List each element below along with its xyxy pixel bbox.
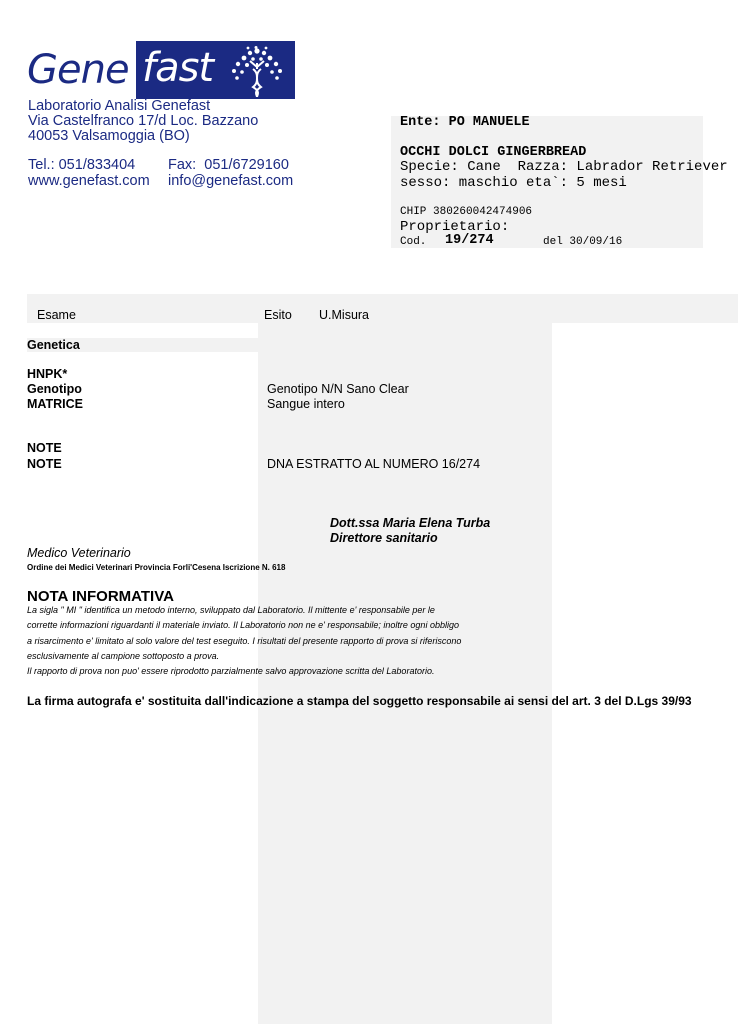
nota-line: esclusivamente al campione sottoposto a prova. [27, 650, 220, 661]
genefast-logo [27, 41, 295, 99]
lab-website-link[interactable]: www.genefast.com [28, 173, 150, 189]
lab-tel: Tel.: 051/833404 [28, 157, 136, 173]
animal-name: OCCHI DOLCI GINGERBREAD [400, 145, 587, 160]
nota-title: NOTA INFORMATIVA [27, 588, 174, 605]
row-value: Genotipo N/N Sano Clear [267, 382, 409, 396]
row-label: NOTE [27, 457, 62, 471]
cod-label: Cod. [400, 236, 427, 248]
row-value: Sangue intero [267, 397, 345, 411]
header-esame: Esame [37, 308, 76, 322]
lab-name: Laboratorio Analisi Genefast [28, 98, 211, 114]
row-label: HNPK* [27, 367, 68, 381]
species-breed: Specie: Cane Razza: Labrador Retriever [400, 159, 728, 175]
signatory-name: Dott.ssa Maria Elena Turba [330, 516, 491, 530]
lab-address: Via Castelfranco 17/d Loc. Bazzano [28, 113, 259, 129]
table-header-bar [27, 294, 738, 323]
firma-notice: La firma autografa e' sostituita dall'indicazione a stampa del soggetto responsabile ai sensi del art. 3 del D.Lgs 39/93 [27, 694, 692, 708]
lab-fax: Fax: 051/6729160 [168, 157, 289, 173]
header-esito: Esito [264, 308, 292, 322]
header-misura: U.Misura [319, 308, 370, 322]
chip-number: CHIP 380260042474906 [400, 206, 533, 218]
lab-email-link[interactable]: info@genefast.com [168, 173, 294, 189]
logo-text-fast: fast [142, 45, 214, 91]
cod-value: 19/274 [445, 233, 494, 248]
signatory-role: Medico Veterinario [27, 546, 131, 560]
lab-city: 40053 Valsamoggia (BO) [28, 128, 190, 144]
row-label: MATRICE [27, 397, 84, 411]
row-label: Genotipo [27, 382, 82, 396]
row-label: NOTE [27, 441, 62, 455]
nota-text [27, 603, 547, 679]
proprietario-label: Proprietario: [400, 219, 510, 235]
report-date: del 30/09/16 [543, 236, 623, 248]
signatory-title: Direttore sanitario [330, 531, 438, 545]
section-genetica: Genetica [27, 338, 80, 352]
nota-line: corrette informazioni riguardanti il materiale inviato. Il Laboratorio non ne e' responsabile; inoltre ogni obbligo [27, 620, 459, 631]
sex-age: sesso: maschio eta`: 5 mesi [400, 175, 627, 191]
logo-text-gene: Gene [27, 47, 129, 93]
ente: Ente: PO MANUELE [400, 115, 530, 130]
row-value: DNA ESTRATTO AL NUMERO 16/274 [267, 457, 481, 471]
nota-line: La sigla " MI " identifica un metodo interno, sviluppato dal Laboratorio. Il mittente e' responsabile per le [27, 605, 435, 615]
nota-line: a risarcimento e' limitato al solo valore del test eseguito. I risultati del presente rapporto di prova si riferiscono [27, 635, 462, 646]
order-registration: Ordine dei Medici Veterinari Provincia Forli'Cesena Iscrizione N. 618 [27, 563, 286, 572]
nota-line: Il rapporto di prova non puo' essere riprodotto parzialmente salvo approvazione scritta del Laboratorio. [27, 666, 435, 677]
dna-tree-icon [226, 45, 288, 97]
logo-box [136, 41, 295, 99]
